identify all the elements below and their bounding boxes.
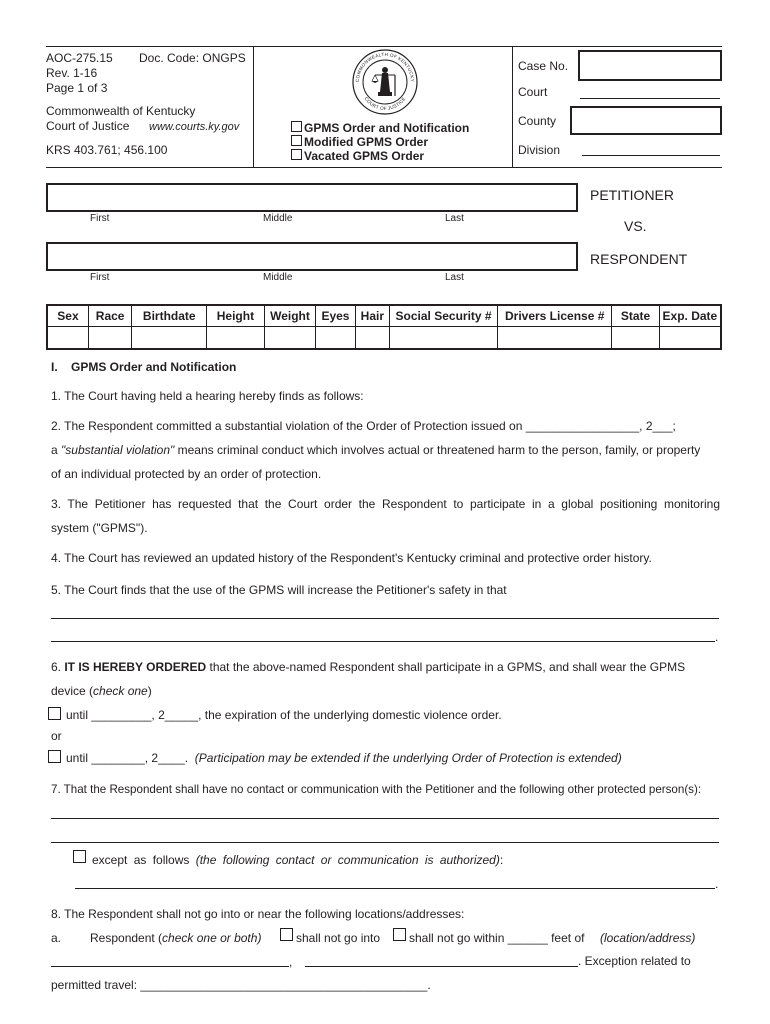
respondent-label: RESPONDENT: [590, 251, 688, 267]
county-label: County: [518, 114, 557, 128]
height-cell[interactable]: [207, 327, 265, 350]
vacated-order-label: Vacated GPMS Order: [304, 149, 425, 163]
paragraph-6-line-2: [51, 684, 152, 698]
header-bottom-rule: [46, 167, 722, 168]
website-link[interactable]: www.courts.ky.gov: [149, 121, 240, 133]
until-date-label: [66, 751, 622, 765]
birthdate-cell[interactable]: [132, 327, 207, 350]
petitioner-label: PETITIONER: [590, 187, 675, 203]
eyes-cell[interactable]: [316, 327, 355, 350]
except-text: except as follows: [92, 853, 196, 867]
until-date-text: until ________, 2____.: [66, 751, 195, 765]
sex-cell[interactable]: [47, 327, 88, 350]
gpms-order-label: GPMS Order and Notification: [304, 121, 470, 135]
p6-number: 6.: [51, 660, 65, 674]
shall-not-go-within-checkbox[interactable]: [393, 928, 406, 941]
state-cell[interactable]: [612, 327, 659, 350]
reason-line-1[interactable]: [51, 618, 719, 619]
col-birthdate: Birthdate: [132, 305, 207, 327]
respondent-info-table: [46, 304, 722, 350]
petitioner-last-label: Last: [445, 213, 464, 224]
paragraph-2-line-3: of an individual protected by an order of protection.: [51, 467, 322, 481]
except-checkbox[interactable]: [73, 850, 86, 863]
vacated-order-checkbox[interactable]: [291, 149, 302, 160]
protected-persons-line-2[interactable]: [51, 842, 719, 843]
header-divider-left: [253, 46, 254, 167]
respondent-last-label: Last: [445, 272, 464, 283]
col-height: Height: [207, 305, 265, 327]
paragraph-2-line-2: [51, 443, 700, 457]
paragraph-1: 1. The Court having held a hearing hereby finds as follows:: [51, 389, 364, 403]
vs-label: VS.: [624, 218, 647, 234]
case-no-field[interactable]: [578, 50, 722, 81]
until-date-note: (Participation may be extended if the underlying Order of Protection is extended): [194, 751, 622, 765]
header-top-rule: [46, 46, 722, 47]
court-field[interactable]: [580, 98, 720, 99]
except-note: (the following contact or communication is authorized): [195, 853, 500, 867]
paragraph-2-line-1: 2. The Respondent committed a substantial violation of the Order of Protection issued on _________________, 2___;: [51, 419, 676, 433]
until-expiration-label: until _________, 2_____, the expiration of the underlying domestic violence order.: [66, 708, 502, 722]
krs-citation: KRS 403.761; 456.100: [46, 143, 168, 157]
commonwealth-label: Commonwealth of Kentucky: [46, 104, 196, 118]
svg-text:COMMONWEALTH OF KENTUCKY: COMMONWEALTH OF KENTUCKY: [354, 51, 416, 83]
court-label: Court: [518, 85, 548, 99]
shall-not-go-within-label: shall not go within ______ feet of: [409, 931, 585, 945]
col-hair: Hair: [355, 305, 389, 327]
case-no-label: Case No.: [518, 59, 569, 73]
revision: Rev. 1-16: [46, 66, 98, 80]
petitioner-middle-label: Middle: [263, 213, 293, 224]
county-field[interactable]: [570, 106, 722, 135]
table-header-row: [47, 305, 721, 327]
gpms-order-checkbox[interactable]: [291, 121, 302, 132]
paragraph-4: 4. The Court has reviewed an updated history of the Respondent's Kentucky criminal and protective order history.: [51, 551, 652, 565]
protected-persons-line-1[interactable]: [51, 818, 719, 819]
race-cell[interactable]: [88, 327, 131, 350]
except-line-period: .: [715, 877, 719, 891]
p2-term: "substantial violation": [61, 443, 175, 457]
p2-text-pre: a: [51, 443, 62, 457]
weight-cell[interactable]: [264, 327, 316, 350]
except-label: [92, 853, 503, 867]
paragraph-8: 8. The Respondent shall not go into or near the following locations/addresses:: [51, 907, 465, 921]
col-exp-date: Exp. Date: [659, 305, 721, 327]
paragraph-7: 7. That the Respondent shall have no contact or communication with the Petitioner and the following other protected person(s):: [51, 783, 702, 796]
ssn-cell[interactable]: [390, 327, 498, 350]
hair-cell[interactable]: [355, 327, 389, 350]
p6-check-one: check one: [93, 684, 148, 698]
except-line[interactable]: [75, 888, 715, 889]
court-seal: [351, 48, 419, 116]
respondent-name-field[interactable]: [46, 242, 578, 271]
paragraph-3-line-1: 3. The Petitioner has requested that the Court order the Respondent to participate in a global positioning monitoring: [51, 497, 720, 511]
until-expiration-checkbox[interactable]: [48, 707, 61, 720]
section-heading: I. GPMS Order and Notification: [51, 360, 237, 374]
respondent-middle-label: Middle: [263, 272, 293, 283]
drivers-license-cell[interactable]: [498, 327, 612, 350]
modified-order-checkbox[interactable]: [291, 135, 302, 146]
p6-ordered: IT IS HEREBY ORDERED: [64, 660, 207, 674]
p8a-check-note: check one or both): [162, 931, 262, 945]
col-state: State: [612, 305, 659, 327]
until-date-checkbox[interactable]: [48, 750, 61, 763]
col-eyes: Eyes: [316, 305, 355, 327]
paragraph-3-line-2: system ("GPMS").: [51, 521, 148, 535]
page-number: Page 1 of 3: [46, 81, 108, 95]
p6-text: that the above-named Respondent shall participate in a GPMS, and shall wear the GPMS: [206, 660, 686, 674]
or-label: or: [51, 729, 62, 743]
table-row: [47, 327, 721, 350]
court-of-justice-label: Court of Justice: [46, 119, 130, 133]
p8a-intro: [90, 931, 261, 945]
paragraph-5: 5. The Court finds that the use of the GPMS will increase the Petitioner's safety in that: [51, 583, 507, 597]
location-line-2[interactable]: [305, 966, 578, 967]
location-address-note: (location/address): [600, 931, 696, 945]
col-race: Race: [88, 305, 131, 327]
exp-date-cell[interactable]: [659, 327, 721, 350]
division-label: Division: [518, 143, 561, 157]
exception-related-label: . Exception related to: [578, 954, 691, 968]
except-colon: :: [499, 853, 504, 867]
p8a-intro-text: Respondent (: [90, 931, 163, 945]
shall-not-go-into-label: shall not go into: [296, 931, 381, 945]
reason-line-period: .: [715, 630, 719, 644]
paragraph-6-line-1: [51, 660, 685, 674]
col-ssn: Social Security #: [390, 305, 498, 327]
form-id: AOC-275.15: [46, 51, 113, 65]
p8a-letter: a.: [51, 931, 62, 945]
p6-device-pre: device (: [51, 684, 94, 698]
division-field[interactable]: [582, 155, 720, 156]
permitted-travel-label: permitted travel: ___________________________________________.: [51, 978, 431, 992]
location-comma: ,: [289, 955, 293, 969]
reason-line-2[interactable]: [51, 641, 715, 642]
modified-order-label: Modified GPMS Order: [304, 135, 429, 149]
petitioner-name-field[interactable]: [46, 183, 578, 212]
location-line-1[interactable]: [51, 966, 289, 967]
petitioner-first-label: First: [90, 213, 110, 224]
svg-text:COURT OF JUSTICE: COURT OF JUSTICE: [363, 96, 407, 112]
respondent-first-label: First: [90, 272, 110, 283]
col-weight: Weight: [264, 305, 316, 327]
seal-icon: [351, 48, 419, 116]
doc-code: Doc. Code: ONGPS: [139, 51, 246, 65]
col-drivers-license: Drivers License #: [498, 305, 612, 327]
p2-text-post: means criminal conduct which involves actual or threatened harm to the person, family, or property: [174, 443, 701, 457]
p6-device-post: ): [147, 684, 152, 698]
shall-not-go-into-checkbox[interactable]: [280, 928, 293, 941]
col-sex: Sex: [47, 305, 88, 327]
header-divider-right: [512, 46, 513, 167]
